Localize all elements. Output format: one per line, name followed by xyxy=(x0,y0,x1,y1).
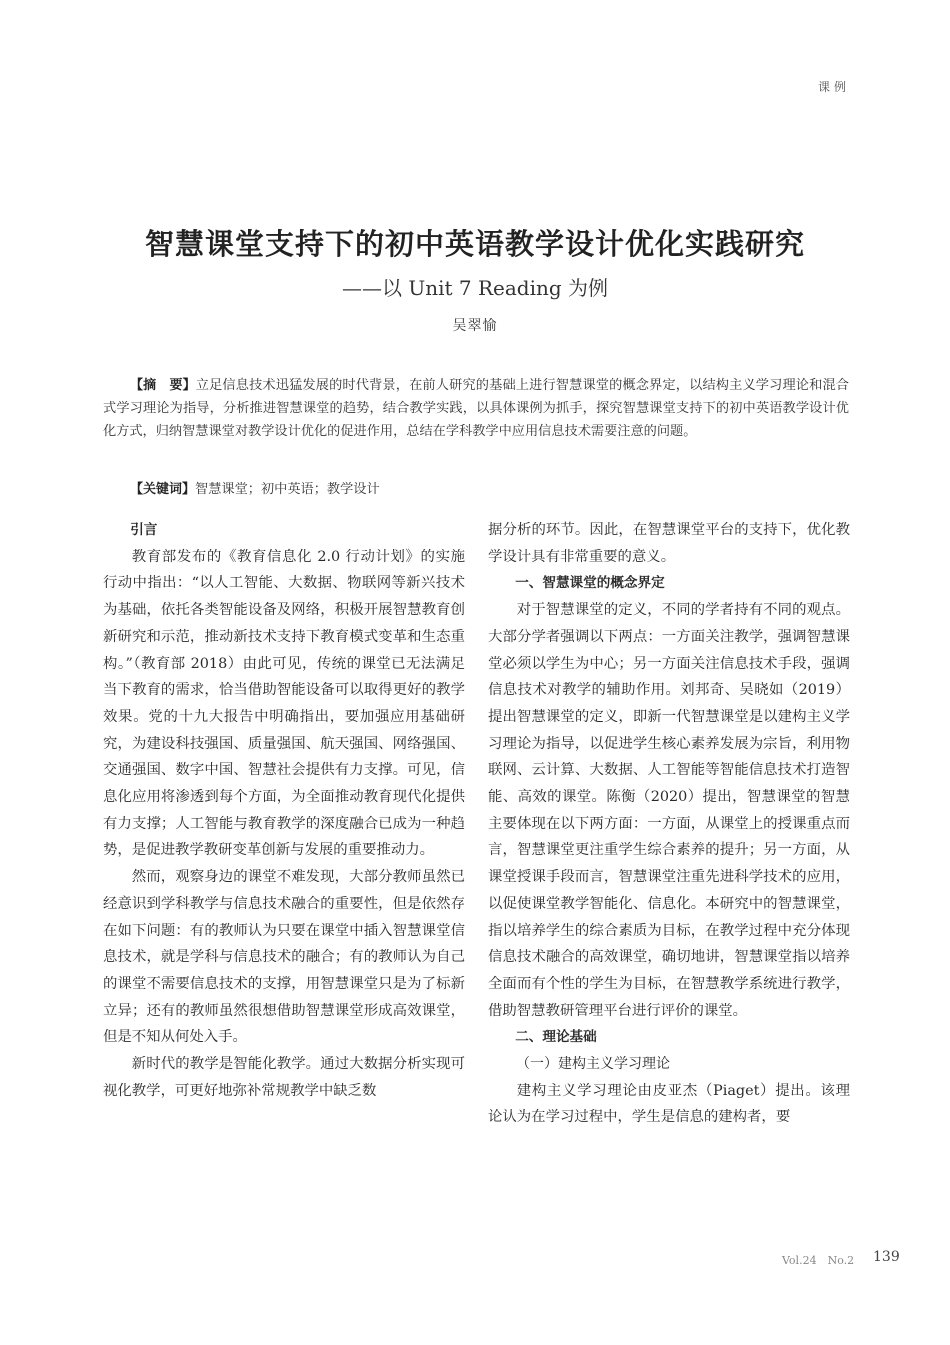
abstract xyxy=(103,374,849,443)
article-title: 智慧课堂支持下的初中英语教学设计优化实践研究 xyxy=(144,227,805,261)
subsection-2-1-paragraph: 建构主义学习理论由皮亚杰（Piaget）提出。该理论认为在学习过程中，学生是信息的建构者，要 xyxy=(488,1082,850,1126)
heading-subsection-2-1: （一）建构主义学习理论 xyxy=(516,1056,670,1073)
heading-section-1: 一、智慧课堂的概念界定 xyxy=(515,575,665,592)
article-subtitle: ——以 Unit 7 Reading 为例 xyxy=(341,276,609,300)
keywords-label: 【关键词】 xyxy=(130,482,196,497)
page-number: 139 xyxy=(873,1249,900,1265)
author-name: 吴翠愉 xyxy=(452,318,498,334)
section-tag: 课例 xyxy=(817,80,850,94)
abstract-label: 【摘 要】 xyxy=(130,378,196,393)
keywords xyxy=(103,478,849,501)
volume-issue: Vol.24 No.2 xyxy=(782,1254,855,1267)
intro-paragraph-2: 然而，观察身边的课堂不难发现，大部分教师虽然已经意识到学科教学与信息技术融合的重要性，但是依然存在如下问题：有的教师认为只要在课堂中插入智慧课堂信息技术，就是学科与信息技术的融合；有的教师认为自己的课堂不需要信息技术的支撑，用智慧课堂只是为了标新立异；还有的教师虽然很想借助智慧课堂形成高效课堂，但是不知从何处入手。 xyxy=(103,869,465,1046)
left-column xyxy=(103,517,465,1104)
keywords-text: 智慧课堂；初中英语；教学设计 xyxy=(195,482,380,497)
heading-section-2: 二、理论基础 xyxy=(515,1029,597,1046)
intro-paragraph-1: 教育部发布的《教育信息化 2.0 行动计划》的实施行动中指出：“以人工智能、大数据、物联网等新兴技术为基础，依托各类智能设备及网络，积极开展智慧教育创新研究和示范，推动新技术支持下教育模式变革和生态重构。”（教育部 2018）由此可见，传统的课堂已无法满足当下教育的需求，恰当借助智能设备可以取得更好的教学效果。党的十九大报告中明确指出，要加强应用基础研究，为建设科技强国、质量强国、航天强国、网络强国、交通强国、数字中国、智慧社会提供有力支撑。可见，信息化应用将渗透到每个方面，为全面推动教育现代化提供有力支撑；人工智能与教育教学的深度融合已成为一种趋势，是促进教学教研变革创新与发展的重要推动力。 xyxy=(103,548,465,859)
abstract-text: 立足信息技术迅猛发展的时代背景，在前人研究的基础上进行智慧课堂的概念界定，以结构主义学习理论和混合式学习理论为指导，分析推进智慧课堂的趋势，结合教学实践，以具体课例为抓手，探究智慧课堂支持下的初中英语教学设计优化方式，归纳智慧课堂对教学设计优化的促进作用，总结在学科教学中应用信息技术需要注意的问题。 xyxy=(103,378,849,439)
intro-paragraph-3-continued: 据分析的环节。因此，在智慧课堂平台的支持下，优化教学设计具有非常重要的意义。 xyxy=(488,522,850,565)
heading-intro: 引言 xyxy=(130,522,158,538)
intro-paragraph-3: 新时代的教学是智能化教学。通过大数据分析实现可视化教学，可更好地弥补常规教学中缺乏数 xyxy=(103,1056,465,1099)
section-1-paragraph: 对于智慧课堂的定义，不同的学者持有不同的观点。大部分学者强调以下两点：一方面关注教学，强调智慧课堂必须以学生为中心；另一方面关注信息技术手段，强调信息技术对教学的辅助作用。刘邦奇、吴晓如（2019）提出智慧课堂的定义，即新一代智慧课堂是以建构主义学习理论为指导，以促进学生核心素养发展为宗旨，利用物联网、云计算、大数据、人工智能等智能信息技术打造智能、高效的课堂。陈衡（2020）提出，智慧课堂的智慧主要体现在以下两方面：一方面，从课堂上的授课重点而言，智慧课堂更注重学生综合素养的提升；另一方面，从课堂授课手段而言，智慧课堂注重先进科学技术的应用，以促使课堂教学智能化、信息化。本研究中的智慧课堂，指以培养学生的综合素质为目标，在教学过程中充分体现信息技术融合的高效课堂，确切地讲，智慧课堂指以培养全面而有个性的学生为目标，在智慧教学系统进行教学，借助智慧教研管理平台进行评价的课堂。 xyxy=(488,602,850,1019)
right-column xyxy=(488,517,850,1131)
